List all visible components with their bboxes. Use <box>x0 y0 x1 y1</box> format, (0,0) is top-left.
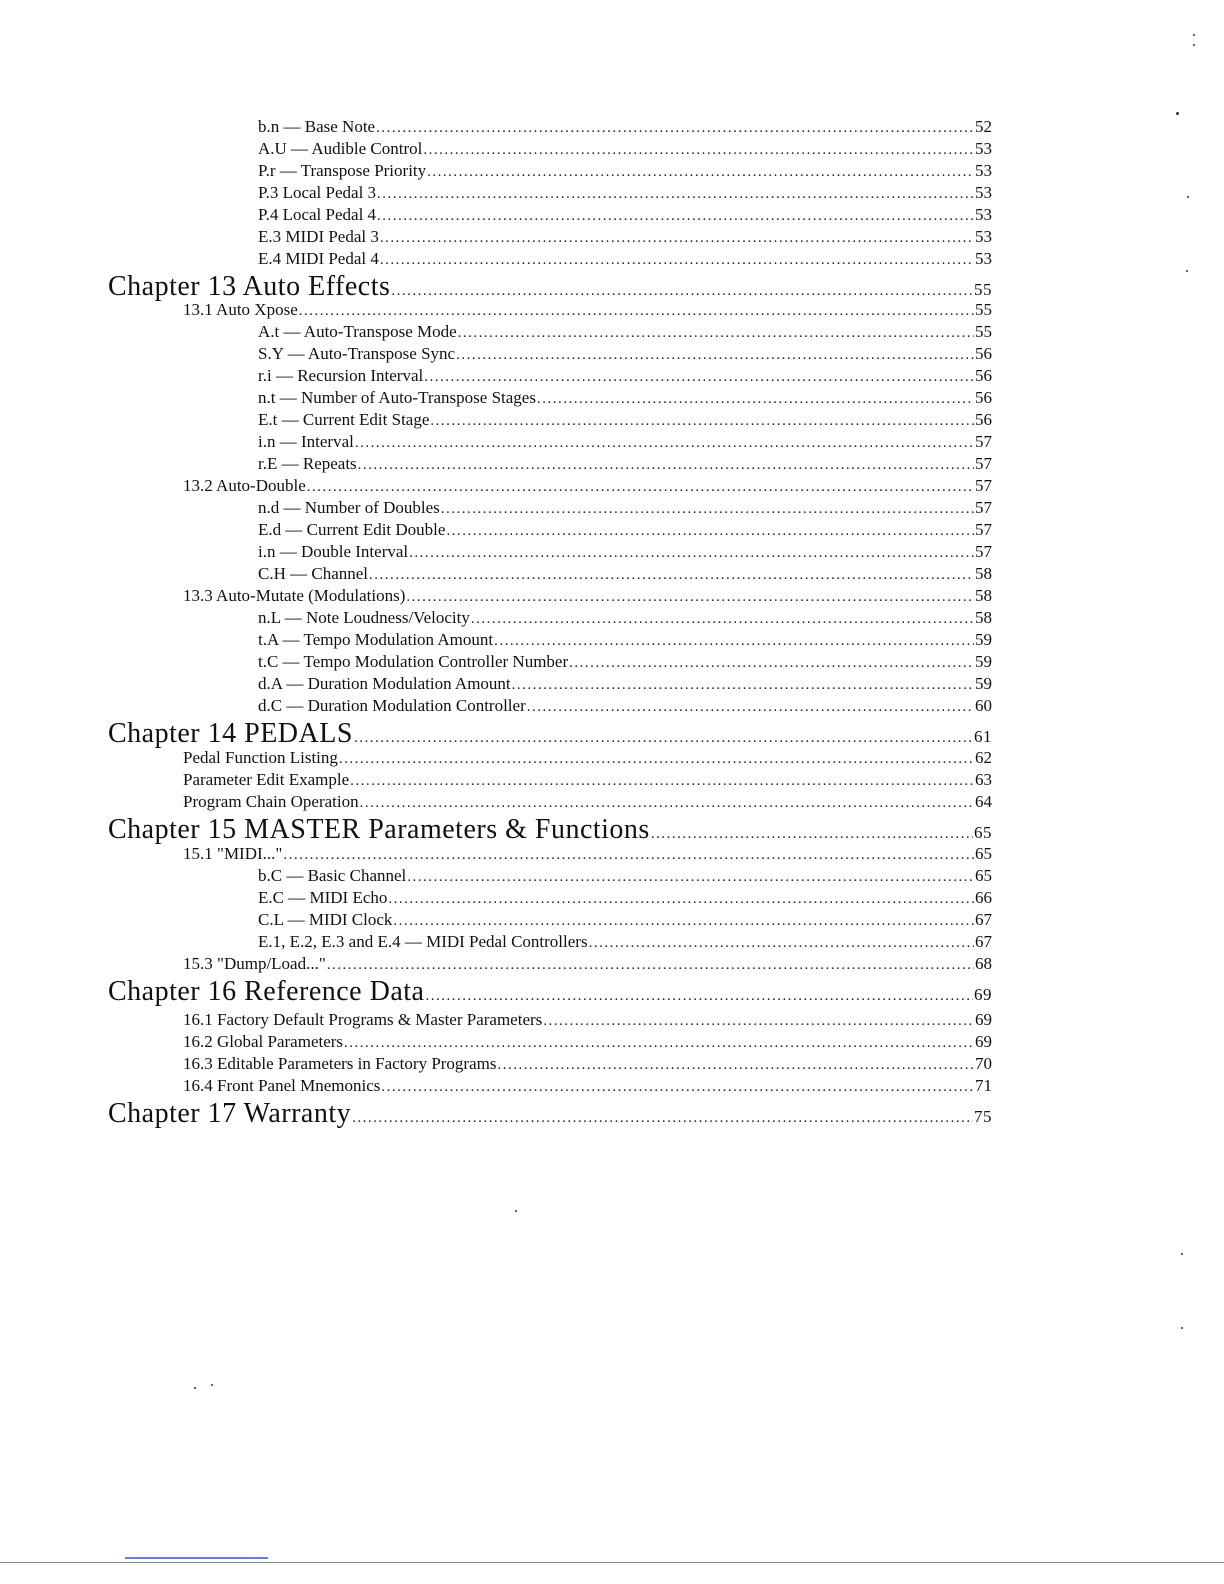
toc-subsection-entry <box>258 910 992 930</box>
dot-leader <box>377 208 974 225</box>
dot-leader <box>424 369 974 386</box>
toc-chapter-entry <box>108 718 992 750</box>
toc-page-number: 53 <box>975 183 992 202</box>
toc-entry-title: A.U — Audible Control <box>258 139 423 158</box>
toc-subsection-entry <box>258 608 992 628</box>
toc-page-number: 53 <box>975 249 992 268</box>
toc-page-number: 67 <box>975 932 992 951</box>
toc-entry-title: E.3 MIDI Pedal 3 <box>258 227 379 246</box>
toc-entry-title: Pedal Function Listing <box>183 748 338 767</box>
toc-subsection-entry <box>258 652 992 672</box>
toc-section-entry <box>183 300 992 320</box>
toc-subsection-entry <box>258 564 992 584</box>
toc-page-number: 70 <box>975 1054 992 1073</box>
toc-entry-title: 16.2 Global Parameters <box>183 1032 344 1051</box>
toc-subsection-entry <box>258 183 992 203</box>
toc-page-number: 53 <box>975 227 992 246</box>
toc-page-number: 57 <box>975 432 992 451</box>
scan-speck <box>1193 34 1195 36</box>
toc-subsection-entry <box>258 866 992 886</box>
toc-subsection-entry <box>258 454 992 474</box>
toc-entry-title: E.1, E.2, E.3 and E.4 — MIDI Pedal Controllers <box>258 932 588 951</box>
dot-leader <box>441 501 974 518</box>
toc-section-entry <box>183 1054 992 1074</box>
dot-leader <box>512 677 974 694</box>
toc-subsection-entry <box>258 205 992 225</box>
scan-speck <box>515 1210 517 1212</box>
toc-entry-title: b.C — Basic Channel <box>258 866 407 885</box>
toc-subsection-entry <box>258 630 992 650</box>
toc-entry-title: i.n — Double Interval <box>258 542 409 561</box>
toc-page-number: 69 <box>975 1010 992 1029</box>
toc-section-entry <box>183 748 992 768</box>
toc-subsection-entry <box>258 322 992 342</box>
bottom-edge-rule <box>0 1562 1224 1563</box>
toc-section-entry <box>183 844 992 864</box>
dot-leader <box>430 413 974 430</box>
toc-entry-title: 13.3 Auto-Mutate (Modulations) <box>183 586 406 605</box>
dot-leader <box>339 751 974 768</box>
toc-entry-title: Chapter 16 Reference Data <box>108 976 425 1007</box>
dot-leader <box>355 435 974 452</box>
dot-leader <box>307 479 974 496</box>
dot-leader <box>407 869 974 886</box>
toc-subsection-entry <box>258 227 992 247</box>
toc-entry-title: Chapter 13 Auto Effects <box>108 271 391 302</box>
dot-leader <box>425 988 973 1005</box>
toc-subsection-entry <box>258 542 992 562</box>
dot-leader <box>471 611 974 628</box>
toc-chapter-entry <box>108 976 992 1008</box>
toc-entry-title: n.L — Note Loudness/Velocity <box>258 608 470 627</box>
toc-entry-title: Program Chain Operation <box>183 792 359 811</box>
toc-subsection-entry <box>258 344 992 364</box>
dot-leader <box>327 957 974 974</box>
dot-leader <box>344 1035 974 1052</box>
toc-entry-title: P.r — Transpose Priority <box>258 161 427 180</box>
toc-page-number: 59 <box>975 630 992 649</box>
dot-leader <box>369 567 974 584</box>
toc-page-number: 58 <box>975 564 992 583</box>
toc-page-number: 66 <box>975 888 992 907</box>
toc-entry-title: n.t — Number of Auto-Transpose Stages <box>258 388 536 407</box>
toc-page-number: 58 <box>975 608 992 627</box>
toc-section-entry <box>183 476 992 496</box>
toc-subsection-entry <box>258 932 992 952</box>
toc-entry-title: i.n — Interval <box>258 432 354 451</box>
toc-entry-title: 13.1 Auto Xpose <box>183 300 298 319</box>
toc-entry-title: A.t — Auto-Transpose Mode <box>258 322 457 341</box>
toc-entry-title: E.C — MIDI Echo <box>258 888 388 907</box>
toc-subsection-entry <box>258 498 992 518</box>
dot-leader <box>527 699 974 716</box>
dot-leader <box>494 633 974 650</box>
toc-entry-title: P.4 Local Pedal 4 <box>258 205 377 224</box>
toc-entry-title: 16.1 Factory Default Programs & Master Parameters <box>183 1010 543 1029</box>
scan-speck <box>1181 1327 1183 1329</box>
scan-speck <box>1176 112 1179 115</box>
dot-leader <box>569 655 974 672</box>
toc-page-number: 63 <box>975 770 992 789</box>
toc-entry-title: 15.1 "MIDI..." <box>183 844 283 863</box>
toc-subsection-entry <box>258 161 992 181</box>
dot-leader <box>543 1013 974 1030</box>
toc-subsection-entry <box>258 674 992 694</box>
toc-entry-title: P.3 Local Pedal 3 <box>258 183 377 202</box>
toc-chapter-entry <box>108 814 992 846</box>
toc-page-number: 57 <box>975 476 992 495</box>
toc-page-number: 68 <box>975 954 992 973</box>
toc-entry-title: d.A — Duration Modulation Amount <box>258 674 511 693</box>
toc-entry-title: Chapter 14 PEDALS <box>108 718 353 749</box>
toc-section-entry <box>183 1010 992 1030</box>
toc-entry-title: t.A — Tempo Modulation Amount <box>258 630 494 649</box>
toc-page-number: 57 <box>975 454 992 473</box>
toc-entry-title: C.L — MIDI Clock <box>258 910 393 929</box>
toc-page-number: 55 <box>975 322 992 341</box>
toc-entry-title: Parameter Edit Example <box>183 770 350 789</box>
toc-page-number: 57 <box>975 520 992 539</box>
toc-entry-title: E.t — Current Edit Stage <box>258 410 430 429</box>
toc-page-number: 56 <box>975 410 992 429</box>
dot-leader <box>360 795 974 812</box>
toc-page-number: 62 <box>975 748 992 767</box>
dot-leader <box>283 847 974 864</box>
toc-page-number: 69 <box>975 1032 992 1051</box>
toc-entry-title: 16.3 Editable Parameters in Factory Programs <box>183 1054 497 1073</box>
toc-entry-title: n.d — Number of Doubles <box>258 498 440 517</box>
toc-entry-title: Chapter 15 MASTER Parameters & Functions <box>108 814 650 845</box>
toc-section-entry <box>183 1032 992 1052</box>
toc-entry-title: 13.2 Auto-Double <box>183 476 306 495</box>
toc-page-number: 59 <box>975 674 992 693</box>
dot-leader <box>358 457 974 474</box>
toc-entry-title: 16.4 Front Panel Mnemonics <box>183 1076 381 1095</box>
toc-section-entry <box>183 954 992 974</box>
toc-entry-title: r.i — Recursion Interval <box>258 366 424 385</box>
toc-entry-title: Chapter 17 Warranty <box>108 1098 352 1129</box>
toc-entry-title: E.d — Current Edit Double <box>258 520 446 539</box>
toc-page-number: 65 <box>974 823 992 842</box>
toc-entry-title: S.Y — Auto-Transpose Sync <box>258 344 456 363</box>
link-underline <box>125 1557 268 1559</box>
toc-page-number: 59 <box>975 652 992 671</box>
dot-leader <box>377 186 974 203</box>
dot-leader <box>352 1110 973 1127</box>
toc-subsection-entry <box>258 410 992 430</box>
dot-leader <box>589 935 974 952</box>
dot-leader <box>423 142 974 159</box>
toc-subsection-entry <box>258 432 992 452</box>
toc-subsection-entry <box>258 696 992 716</box>
scan-speck <box>194 1387 196 1389</box>
toc-page-number: 65 <box>975 844 992 863</box>
toc-entry-title: E.4 MIDI Pedal 4 <box>258 249 379 268</box>
dot-leader <box>380 252 974 269</box>
dot-leader <box>354 730 973 747</box>
dot-leader <box>446 523 974 540</box>
dot-leader <box>380 230 974 247</box>
toc-subsection-entry <box>258 117 992 137</box>
toc-page-number: 53 <box>975 139 992 158</box>
toc-page-number: 53 <box>975 161 992 180</box>
dot-leader <box>381 1079 974 1096</box>
dot-leader <box>537 391 974 408</box>
scan-speck <box>1193 44 1195 46</box>
toc-page-number: 67 <box>975 910 992 929</box>
toc-page-number: 58 <box>975 586 992 605</box>
toc-page-number: 56 <box>975 388 992 407</box>
toc-entry-title: 15.3 "Dump/Load..." <box>183 954 326 973</box>
toc-entry-title: r.E — Repeats <box>258 454 357 473</box>
dot-leader <box>391 283 973 300</box>
toc-entry-title: t.C — Tempo Modulation Controller Number <box>258 652 569 671</box>
dot-leader <box>350 773 974 790</box>
toc-subsection-entry <box>258 388 992 408</box>
toc-subsection-entry <box>258 366 992 386</box>
toc-page-number: 56 <box>975 344 992 363</box>
dot-leader <box>458 325 974 342</box>
toc-section-entry <box>183 1076 992 1096</box>
toc-entry-title: b.n — Base Note <box>258 117 376 136</box>
dot-leader <box>497 1057 974 1074</box>
toc-section-entry <box>183 586 992 606</box>
toc-page-number: 52 <box>975 117 992 136</box>
toc-page-number: 71 <box>975 1076 992 1095</box>
toc-entry-title: C.H — Channel <box>258 564 369 583</box>
dot-leader <box>393 913 974 930</box>
dot-leader <box>427 164 974 181</box>
toc-chapter-entry <box>108 271 992 303</box>
toc-page-number: 64 <box>975 792 992 811</box>
scan-speck <box>1181 1253 1183 1255</box>
toc-page-number: 69 <box>974 985 992 1004</box>
toc-subsection-entry <box>258 520 992 540</box>
dot-leader <box>299 303 974 320</box>
toc-subsection-entry <box>258 249 992 269</box>
toc-page-number: 57 <box>975 542 992 561</box>
toc-chapter-entry <box>108 1098 992 1130</box>
dot-leader <box>456 347 974 364</box>
scan-speck <box>211 1384 213 1386</box>
dot-leader <box>406 589 974 606</box>
dot-leader <box>409 545 974 562</box>
dot-leader <box>388 891 974 908</box>
toc-section-entry <box>183 770 992 790</box>
dot-leader <box>651 826 973 843</box>
toc-page-number: 57 <box>975 498 992 517</box>
toc-subsection-entry <box>258 139 992 159</box>
scan-speck <box>1187 196 1189 198</box>
toc-page-number: 60 <box>975 696 992 715</box>
toc-subsection-entry <box>258 888 992 908</box>
toc-section-entry <box>183 792 992 812</box>
toc-page-number: 55 <box>975 300 992 319</box>
toc-entry-title: d.C — Duration Modulation Controller <box>258 696 526 715</box>
toc-page-number: 56 <box>975 366 992 385</box>
toc-page-number: 65 <box>975 866 992 885</box>
toc-page-number: 75 <box>974 1107 992 1126</box>
toc-page-number: 61 <box>974 727 992 746</box>
toc-page-number: 53 <box>975 205 992 224</box>
dot-leader <box>376 120 974 137</box>
scan-speck <box>1186 270 1188 272</box>
toc-page-number: 55 <box>974 280 992 299</box>
